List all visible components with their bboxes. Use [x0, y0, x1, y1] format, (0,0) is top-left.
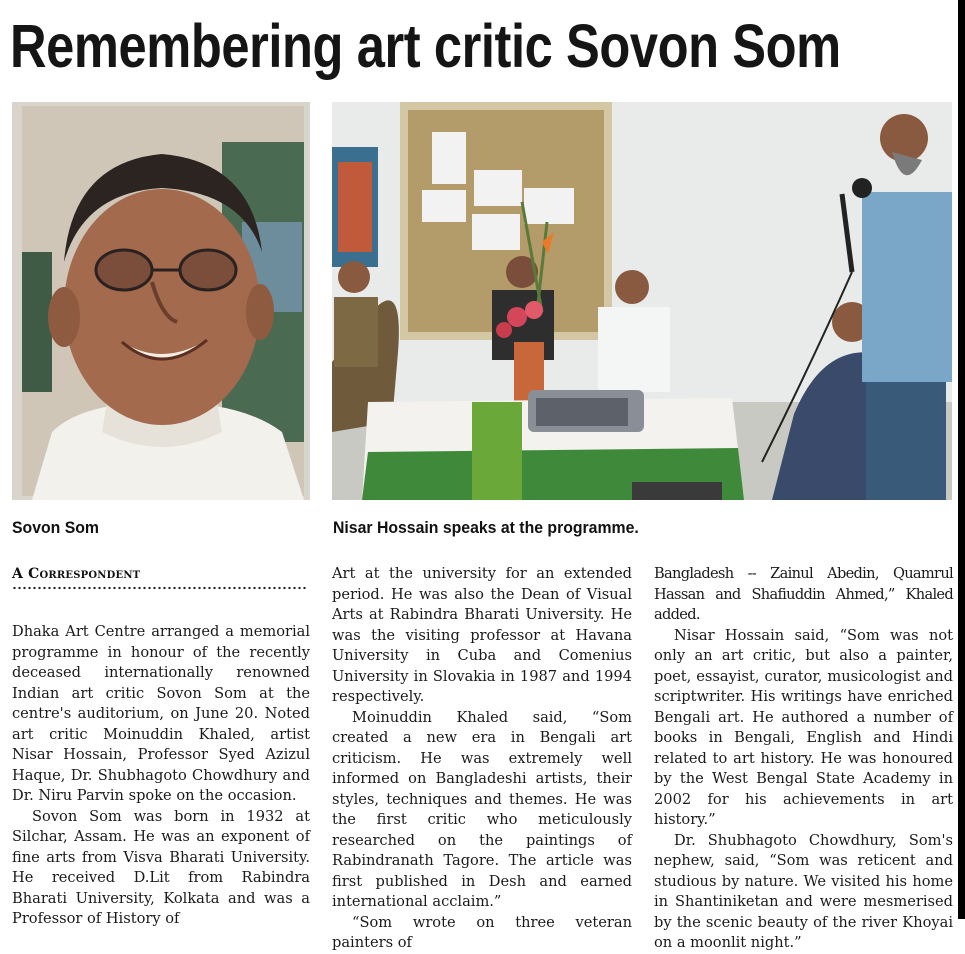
headline: Remembering art critic Sovon Som	[10, 12, 841, 80]
article-column-1	[12, 622, 310, 930]
event-caption: Nisar Hossain speaks at the programme.	[333, 518, 639, 537]
page-edge	[958, 0, 965, 919]
byline-divider	[12, 586, 308, 590]
paragraph: Nisar Hossain said, “Som was not only an art critic, but also a painter, poet, essayist, curator, musicologist and scriptwriter. His writings have enriched Bengali art. He authored a number of books in Bengali, English and Hindi related to art history. He was honoured by the West Bengal State Academy in 2002 for his achievements in art history.”	[654, 626, 953, 828]
byline: A Correspondent	[12, 566, 141, 582]
portrait-caption: Sovon Som	[12, 518, 99, 537]
paragraph: Moinuddin Khaled said, “Som created a new era in Bengali art criticism. He was extremely well informed on Bangladeshi artists, their styles, techniques and themes. He was the first critic who meticulously researched on the paintings of Rabindranath Tagore. The article was first published in Desh and earned international acclaim.”	[332, 708, 632, 910]
paragraph: Dhaka Art Centre arranged a memorial programme in honour of the recently deceased internationally renowned Indian art critic Sovon Som at the centre's auditorium, on June 20. Noted art critic Moinuddin Khaled, artist Nisar Hossain, Professor Syed Azizul Haque, Dr. Shubhagoto Chowdhury and Dr. Niru Parvin spoke on the occasion.	[12, 623, 310, 804]
paragraph: Dr. Shubhagoto Chowdhury, Som's nephew, said, “Som was reticent and studious by nature. We visited his home in Shantiniketan and were mesmerised by the scenic beauty of the river Khoyai on a moonlit night.”	[654, 831, 953, 951]
event-photo	[332, 102, 952, 500]
paragraph: Sovon Som was born in 1932 at Silchar, Assam. He was an exponent of fine arts from Visva Bharati University. He received D.Lit from Rabindra Bharati University, Kolkata and was a Professor of History of	[12, 807, 310, 927]
portrait-photo	[12, 102, 310, 500]
paragraph: Art at the university for an extended period. He was also the Dean of Visual Arts at Rabindra Bharati University. He was the visiting professor at Havana University in Cuba and Comenius University in Slovakia in 1987 and 1994 respectively.	[332, 565, 632, 705]
article-column-2	[332, 564, 632, 954]
paragraph: Bangladesh -- Zainul Abedin, Quamrul Hassan and Shafiuddin Ahmed,” Khaled added.	[654, 565, 953, 623]
paragraph: “Som wrote on three veteran painters of	[332, 913, 632, 951]
article-column-3	[654, 564, 953, 954]
